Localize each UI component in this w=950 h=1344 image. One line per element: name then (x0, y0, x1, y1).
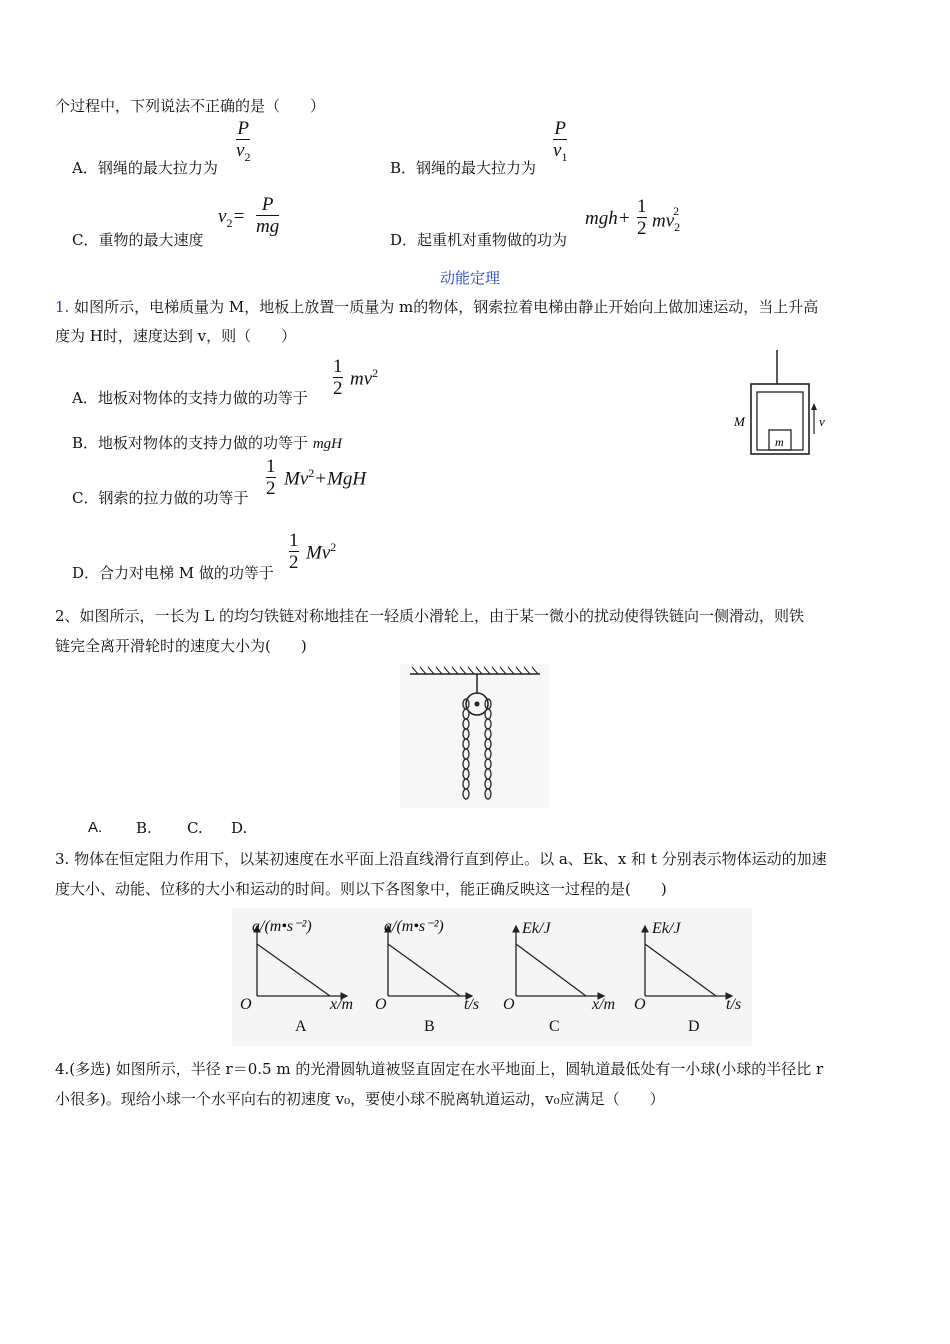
formula-Mv-sq: Mv$^2$ (306, 540, 337, 564)
q2-line2: 链完全离开滑轮时的速度大小为( ) (55, 637, 307, 655)
formula-P-over-mg: P mg (256, 194, 280, 237)
formula-mv2: $mv_2^2$ (652, 204, 681, 235)
formula-mv-sq: $mv^2$ (350, 366, 379, 390)
formula-half: 1 2 (637, 196, 647, 239)
graph-c-origin: O (503, 996, 515, 1013)
q1-text: 如图所示，电梯质量为 M，地板上放置一质量为 m的物体，钢索拉着电梯由静止开始向上做加速运动，当上升高 (69, 298, 819, 316)
q1-option-b (72, 433, 342, 454)
graph-a-tag: A (295, 1018, 307, 1035)
chain-pulley-figure (400, 664, 550, 808)
graph-a-origin: O (240, 996, 252, 1013)
option-a: A．钢绳的最大拉力为 (72, 159, 218, 177)
q3-line1: 3. 物体在恒定阻力作用下，以某初速度在水平面上沿直线滑行直到停止。以 a、Ek、x 和 t 分别表示物体运动的加速 (55, 850, 827, 868)
graph-d-ylabel: Ek/J (652, 920, 681, 937)
q4-line1: 4.(多选) 如图所示，半径 r＝0.5 m 的光滑圆轨道被竖直固定在水平地面上，圆轨道最低处有一小球(小球的半径比 r (55, 1060, 824, 1078)
graph-a-xlabel: x/m (330, 996, 354, 1013)
q3-line2: 度大小、动能、位移的大小和运动的时间。则以下各图象中，能正确反映这一过程的是( ) (55, 880, 667, 898)
formula-P-over-v1: P $v_1$ (553, 118, 568, 164)
graphs-panel (232, 908, 752, 1046)
formula-Mv-MgH: $Mv^2+MgH$ (284, 466, 367, 490)
graph-b-tag: B (424, 1018, 435, 1035)
q1-line2: 度为 H时，速度达到 v，则（ ） (55, 327, 297, 345)
q4-line2: 小很多)。现给小球一个水平向右的初速度 v₀，要使小球不脱离轨道运动，v₀应满足（ ） (55, 1090, 665, 1108)
q1-line1 (55, 297, 818, 317)
velocity-v-label: v (819, 414, 825, 429)
graph-c-ylabel: Ek/J (522, 920, 551, 937)
block-m-label: m (775, 435, 784, 449)
graph-b-origin: O (375, 996, 387, 1013)
option-b: B．钢绳的最大拉力为 (390, 159, 537, 177)
graph-d-tag: D (688, 1018, 700, 1035)
formula-half-a: 1 2 (333, 356, 343, 399)
option-c: C．重物的最大速度 (72, 231, 204, 249)
section-title: 动能定理 (440, 269, 501, 287)
q1-option-d: D．合力对电梯 M 做的功等于 (72, 564, 274, 582)
formula-P-over-v2: P $v_2$ (236, 118, 251, 164)
formula-mgH: mgH (312, 436, 342, 452)
graph-d-origin: O (634, 996, 646, 1013)
question-intro: 个过程中，下列说法不正确的是（ ） (55, 97, 326, 115)
q2-choice-c: C. (187, 819, 203, 837)
q1-option-b-text: B．地板对物体的支持力做的功等于 (72, 434, 309, 452)
graph-b-ylabel: a/(m•s⁻²) (384, 918, 444, 935)
formula-half-d: 1 2 (289, 530, 299, 573)
q1-option-c: C．钢索的拉力做的功等于 (72, 489, 249, 507)
formula-half-c: 1 2 (266, 456, 276, 499)
q2-line1: 2、如图所示，一长为 L 的均匀铁链对称地挂在一轻质小滑轮上，由于某一微小的扰动使得铁链向一侧滑动，则铁 (55, 607, 805, 625)
graph-c-xlabel: x/m (592, 996, 616, 1013)
graph-c-tag: C (549, 1018, 560, 1035)
option-d: D．起重机对重物做的功为 (390, 231, 568, 249)
formula-v2-eq: $v_2=$ (218, 206, 246, 230)
q1-number: 1. (55, 298, 70, 316)
q2-choice-b: B. (136, 819, 152, 837)
graph-d-xlabel: t/s (726, 996, 742, 1013)
q1-option-a: A．地板对物体的支持力做的功等于 (72, 389, 308, 407)
formula-work: mgh+ (585, 208, 631, 229)
q2-choice-a: A. (88, 819, 103, 836)
elevator-figure (730, 348, 830, 460)
q2-choice-d: D. (231, 819, 248, 837)
graph-a-ylabel: a/(m•s⁻²) (252, 918, 312, 935)
elevator-M-label: M (734, 414, 745, 429)
graph-b-xlabel: t/s (464, 996, 480, 1013)
